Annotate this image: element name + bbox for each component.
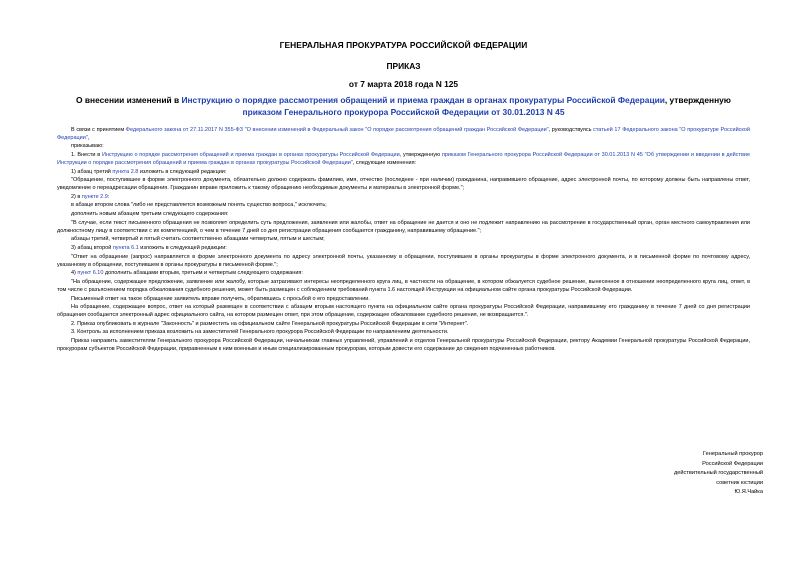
signature-line: Генеральный прокурор (703, 451, 763, 457)
paragraph: 3. Контроль за исполнением приказа возложить на заместителей Генерального прокурора Российской Федерации по направлениям деятельности. (71, 329, 449, 336)
text: , утвержденную (399, 152, 442, 159)
paragraph: дополнить новым абзацем третьим следующего содержания: (71, 211, 229, 218)
document-type-heading: ПРИКАЗ (386, 61, 421, 71)
order-45-link[interactable]: приказом Генерального прокурора Российской Федерации от 30.01.2013 N 45 "Об утверждении и введении в действие Инструкции о порядке рассмотрения обращений и приема граждан в органах прокуратуры Российской Федерации" (57, 152, 751, 166)
date-number-heading: от 7 марта 2018 года N 125 (348, 79, 459, 89)
paragraph (57, 169, 750, 177)
paragraph (57, 152, 750, 167)
paragraph: абзацы третий, четвертый и пятый считать соответственно абзацами четвертым, пятым и шестым; (71, 236, 325, 243)
paragraph: Приказ направить заместителям Генерального прокурора Российской Федерации, начальникам главных управлений, управлений и отделов Генеральной прокуратуры Российской Федерации, ректору Академии Генеральной прокуратуры Российской Федерации, прокурорам субъектов Российской Федерации, приравненным к ним военным и иным специализированным прокурорам, которым довести его содержание до сведения подчиненных работников. (57, 338, 750, 352)
text: : (107, 193, 110, 200)
signature-line: Российской Федерации (702, 460, 763, 467)
organization-heading: ГЕНЕРАЛЬНАЯ ПРОКУРАТУРА РОССИЙСКОЙ ФЕДЕРАЦИИ (279, 40, 528, 50)
text: изложить в следующей редакции: (138, 245, 227, 252)
paragraph (57, 127, 750, 142)
paragraph: На обращение, содержащее вопрос, ответ на который размещен в соответствии с абзацем вторым настоящего пункта на официальном сайте органа прокуратуры Российской Федерации, направившему его гражданину в течение 7 дней со дня регистрации обращения сообщается электронный адрес официального сайта, на котором размещен ответ, при этом обращение, содержащее обжалование судебного решения, не возвращается.". (57, 304, 750, 318)
clause-6-1-link[interactable]: пункта 6.1 (112, 245, 139, 252)
signature-block (674, 450, 763, 498)
signature-line: советник юстиции (716, 479, 763, 486)
title-prefix: О внесении изменений в (76, 95, 182, 105)
article-17-link[interactable]: статьей 17 Федерального закона "О прокуратуре Российской Федерации" (57, 127, 750, 141)
text: 1) абзац третий (71, 168, 113, 175)
paragraph (57, 245, 750, 253)
title-mid: , утвержденную (664, 95, 731, 105)
paragraph: приказываю: (71, 143, 104, 150)
clause-6-10-link[interactable]: пункт 6.10 (77, 270, 104, 277)
paragraph: "Ответ на обращение (запрос) направляется в форме электронного документа по адресу электронной почты, указанному в обращении, поступившем в органы прокуратуры в форме электронного документа, и в письменной форме по почтовому адресу, указанному в обращении, поступившем в органы прокуратуры в письменной форме."; (57, 253, 750, 268)
text: 1. Внести в (71, 152, 102, 159)
text: 2) в (71, 193, 82, 200)
text: 4) (71, 270, 78, 277)
clause-2-9-link[interactable]: пункте 2.9 (81, 193, 108, 200)
paragraph: "На обращение, содержащее предложение, заявление или жалобу, которые затрагивают интересы неопределенного круга лиц, в частности на обращение, в котором обжалуется судебное решение, вынесенное в отношении неопределенного круга лиц, ответ, в том числе с разъяснением порядка обжалования судебного решения, может быть размещен с соблюдением требований пункта 1.6 настоящей Инструкции на официальном сайте органа прокуратуры Российской Федерации. (57, 279, 750, 293)
paragraph (57, 194, 750, 202)
paragraph: "Обращение, поступившее в форме электронного документа, обязательно должно содержать фамилию, имя, отчество (последнее - при наличии) гражданина, направившего обращение, адрес электронной почты, по которому должны быть направлены ответ, уведомление о переадресации обращения. Гражданин вправе приложить к такому обращению необходимые документы и материалы в электронной форме."; (57, 177, 750, 191)
text: , следующие изменения: (352, 159, 417, 166)
instruction-link[interactable]: Инструкцию о порядке рассмотрения обращений и приема граждан в органах прокуратуры Российской Федерации (101, 152, 400, 159)
text: В связи с принятием (71, 127, 126, 133)
document-body (57, 127, 750, 355)
document-title (60, 95, 747, 118)
paragraph: Письменный ответ на такое обращение заявитель вправе получить, обратившись с просьбой о его предоставлении. (71, 295, 370, 302)
text: дополнить абзацами вторым, третьим и четвертым следующего содержания: (103, 270, 303, 277)
title-instruction-link[interactable]: Инструкцию о порядке рассмотрения обращений и приема граждан в органах прокуратуры Российской Федерации (181, 95, 665, 105)
text: 3) абзац второй (71, 245, 113, 252)
clause-2-8-link[interactable]: пункта 2.8 (112, 168, 139, 175)
signature-line: действительный государственный (674, 470, 763, 477)
paragraph: "В случае, если текст письменного обращения не позволяет определить суть предложения, заявления или жалобы, ответ на обращение не дается и оно не подлежит направлению на рассмотрение в государственный орган, орган местного самоуправления или должностному лицу в соответствии с их компетенцией, о чем в течение 7 дней со дня регистрации обращения сообщается гражданину, направившему обращение."; (57, 220, 750, 234)
signature-name: Ю.Я.Чайка (734, 489, 763, 496)
paragraph (57, 270, 750, 278)
text: изложить в следующей редакции: (138, 168, 227, 175)
text: , (87, 134, 90, 141)
text: , руководствуясь (548, 127, 594, 133)
title-order-link[interactable]: приказом Генерального прокурора Российской Федерации от 30.01.2013 N 45 (242, 106, 565, 117)
paragraph: в абзаце втором слова "либо не представляется возможным понять существо вопроса," исключить; (71, 202, 327, 209)
paragraph: 2. Приказ опубликовать в журнале "Законность" и разместить на официальном сайте Генеральной прокуратуры Российской Федерации в сети "Интернет". (71, 320, 469, 327)
federal-law-link[interactable]: Федерального закона от 27.11.2017 N 355-ФЗ "О внесении изменений в Федеральный закон "О порядке рассмотрения обращений граждан Российской Федерации" (125, 127, 549, 133)
